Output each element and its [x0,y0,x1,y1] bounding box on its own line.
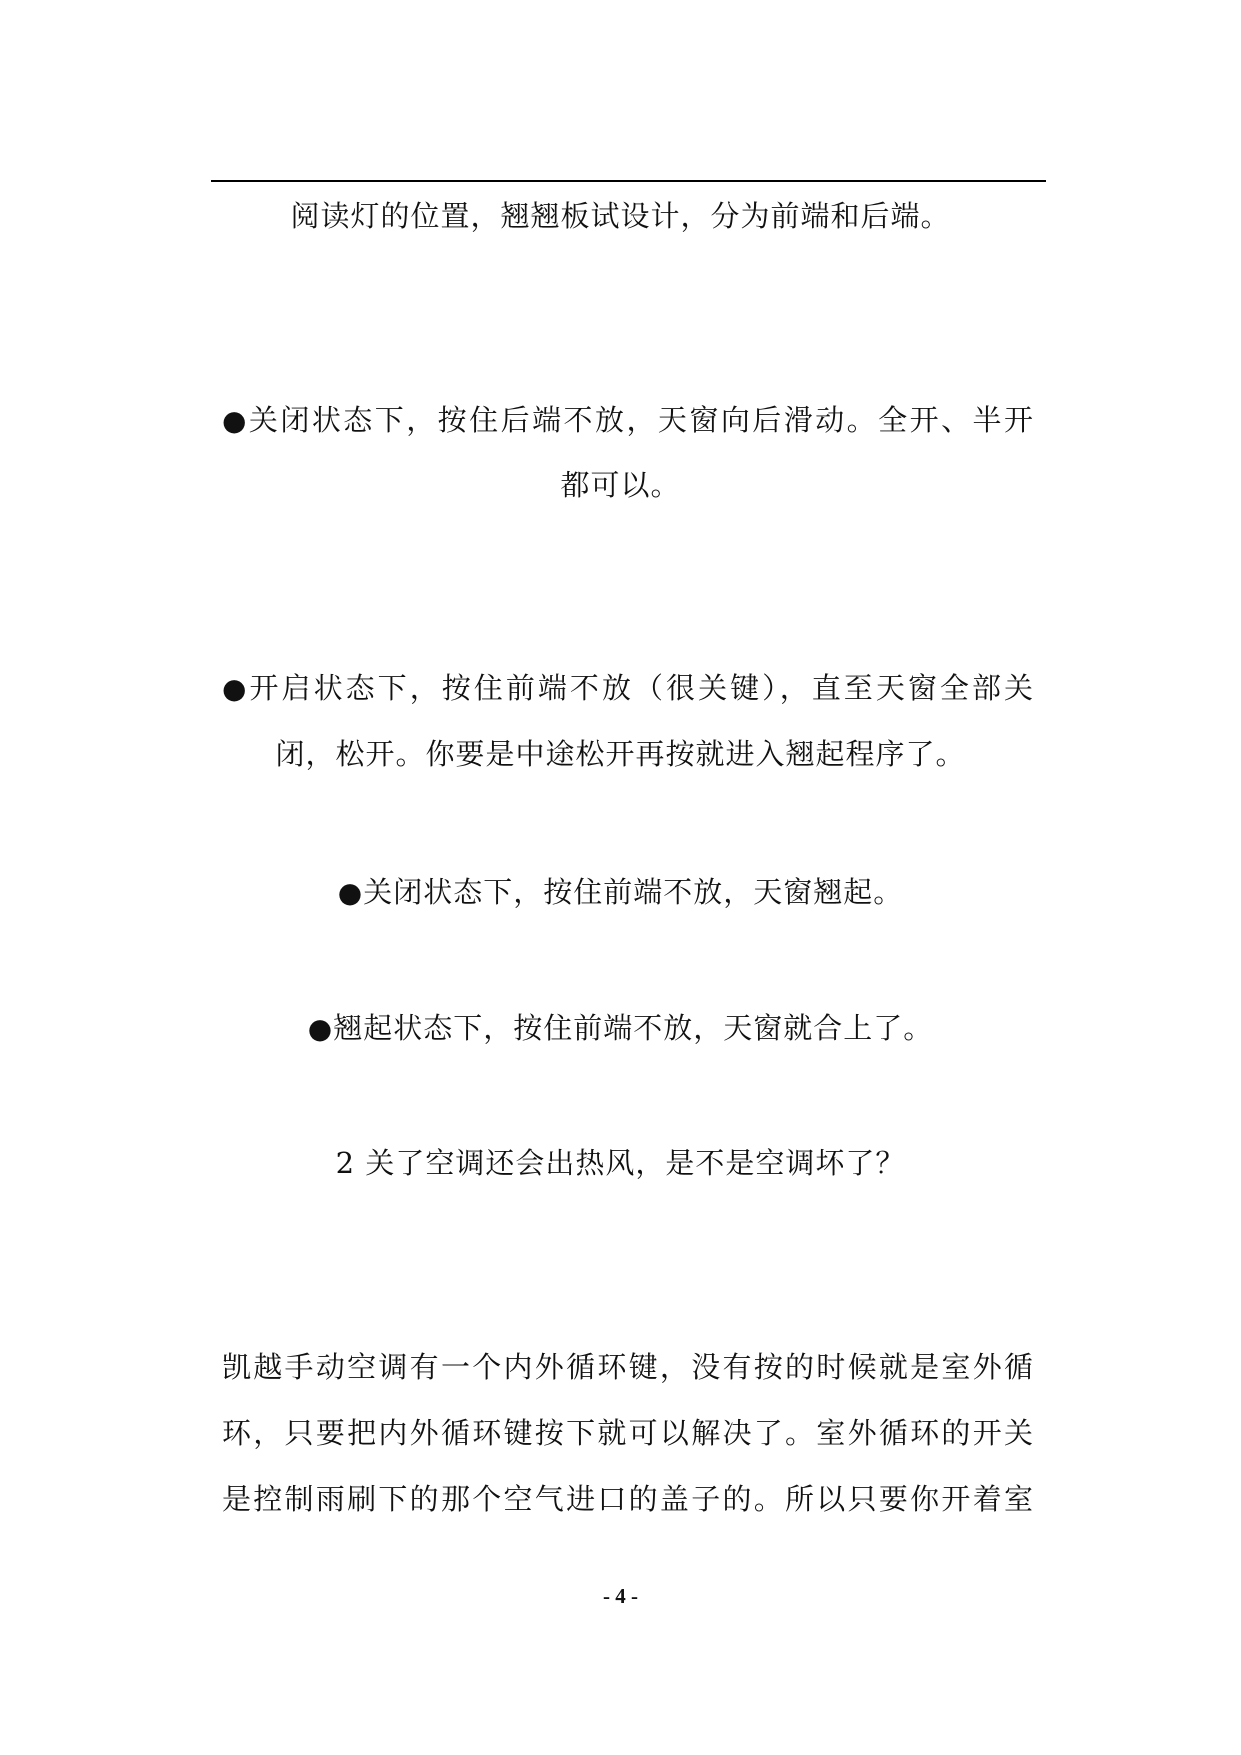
question-heading: 2 关了空调还会出热风，是不是空调坏了？ [335,1146,906,1180]
bullet-item-line [222,670,1034,707]
bullet-icon: ● [222,404,249,437]
bullet-text: 关闭状态下，按住前端不放，天窗翘起。 [363,875,904,909]
bullet-item-line [222,402,1034,439]
bullet-icon: ● [337,876,364,909]
paragraph-line: 凯越手动空调有一个内外循环键，没有按的时候就是室外循 [222,1350,1034,1384]
bullet-icon: ● [222,672,250,705]
paragraph-line [0,198,1241,234]
bullet-text: 翘起状态下，按住前端不放，天窗就合上了。 [333,1011,934,1045]
bullet-item-line [0,1010,1241,1047]
bullet-icon: ● [307,1012,334,1045]
paragraph-line: 环，只要把内外循环键按下就可以解决了。室外循环的开关 [222,1416,1034,1450]
bullet-item-line [0,874,1241,911]
bullet-text: 开启状态下，按住前端不放（很关键），直至天窗全部关 [249,671,1034,705]
page-number: - 4 - [603,1584,638,1608]
header-rule [211,180,1046,182]
bullet-item-line [0,736,1241,772]
bullet-text: 都可以。 [560,468,681,502]
bullet-item-line [0,467,1241,503]
paragraph-text: 阅读灯的位置，翘翘板试设计，分为前端和后端。 [290,199,951,233]
paragraph-line: 是控制雨刷下的那个空气进口的盖子的。所以只要你开着室 [222,1482,1034,1516]
bullet-text: 闭，松开。你要是中途松开再按就进入翘起程序了。 [275,737,966,771]
bullet-text: 关闭状态下，按住后端不放，天窗向后滑动。全开、半开 [248,403,1034,437]
